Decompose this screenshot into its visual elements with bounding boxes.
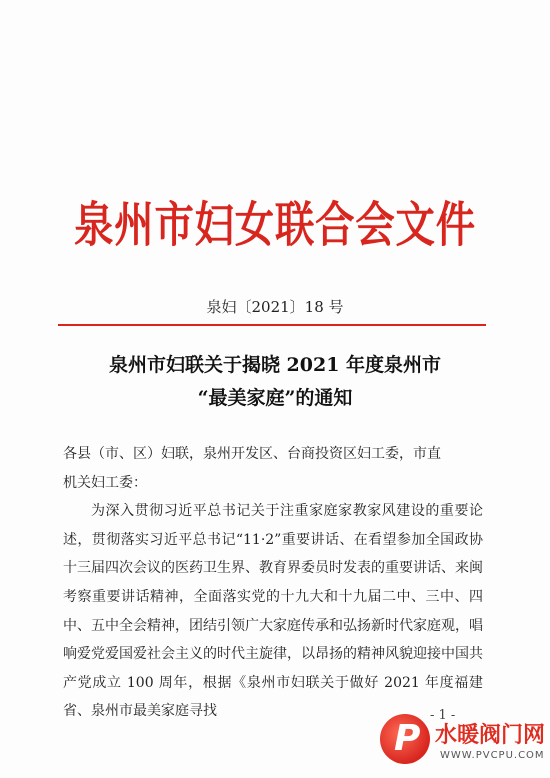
site-watermark xyxy=(380,712,550,774)
issuing-organization-title: 泉州市妇女联合会文件 xyxy=(74,197,476,253)
notice-title-line-1: 泉州市妇联关于揭晓 2021 年度泉州市 xyxy=(108,354,442,376)
notice-title-line-2: “最美家庭”的通知 xyxy=(197,387,353,409)
watermark-url: WWW.PVCPU.COM xyxy=(440,750,545,761)
watermark-site-name: 水暖阀门网 xyxy=(435,723,546,748)
salutation-line-2: 机关妇工委： xyxy=(63,474,147,491)
notice-title xyxy=(0,349,550,415)
page-number: - 1 - xyxy=(430,708,456,723)
document-body xyxy=(63,440,483,726)
watermark-logo-letter: P xyxy=(394,718,421,759)
salutation-line-1: 各县（市、区）妇联，泉州开发区、台商投资区妇工委，市直 xyxy=(63,446,441,462)
red-divider-line xyxy=(58,324,486,326)
body-paragraph: 为深入贯彻习近平总书记关于注重家庭家教家风建设的重要论述，贯彻落实习近平总书记“11·2”重要讲话、在看望参加全国政协十三届四次会议的医药卫生界、教育界委员时发表的重要讲话、来闽考察重要讲话精神，全面落实党的十九大和十九届二中、三中、四中、五中全会精神，团结引领广大家庭传承和弘扬新时代家庭观，唱响爱党爱国爱社会主义的时代主旋律，以昂扬的精神风貌迎接中国共产党成立 100 周年，根据《泉州市妇联关于做好 2021 年度福建省、泉州市最美家庭寻找 xyxy=(63,503,483,720)
document-number: 泉妇〔2021〕18 号 xyxy=(206,298,344,316)
watermark-logo-icon xyxy=(380,714,430,764)
